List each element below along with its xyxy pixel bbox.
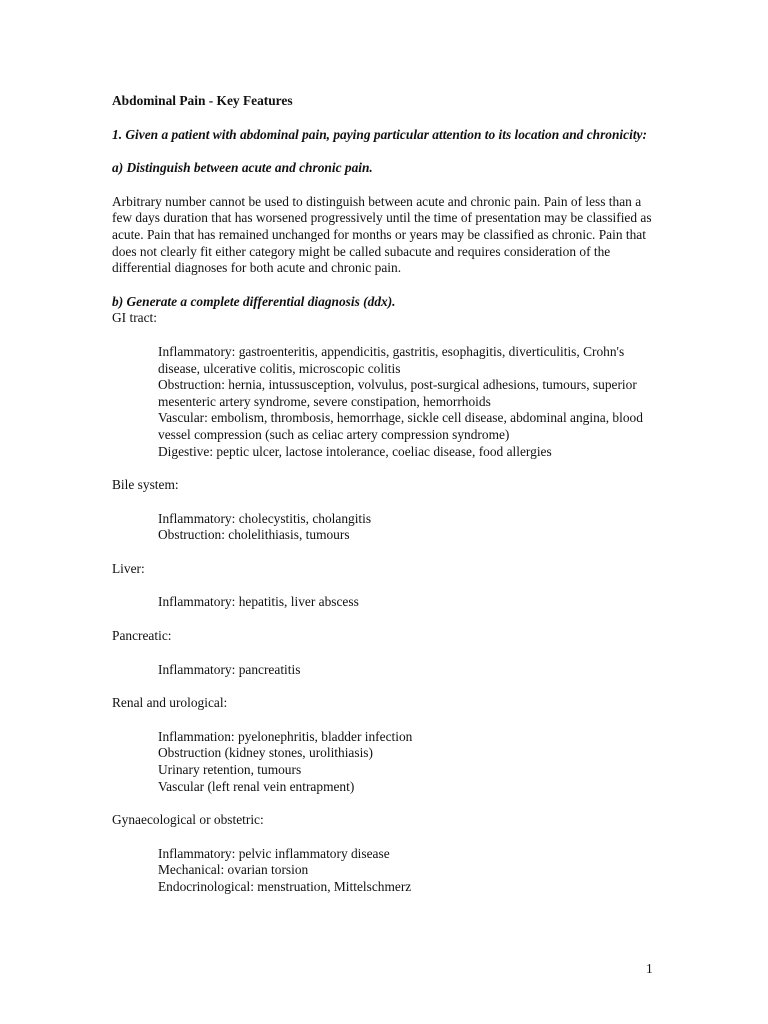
document-page	[112, 93, 660, 913]
list-item: Inflammatory: pancreatitis	[158, 661, 301, 677]
list-item: Obstruction (kidney stones, urolithiasis)	[158, 745, 373, 761]
list-item: Urinary retention, tumours	[158, 762, 302, 778]
section-list-gynaecological-obstetric	[112, 846, 660, 896]
list-item: Obstruction: cholelithiasis, tumours	[158, 527, 350, 543]
list-item: Digestive: peptic ulcer, lactose intolerance, coeliac disease, food allergies	[158, 443, 552, 459]
section-label-renal-urological: Renal and urological:	[112, 695, 228, 711]
section-list-liver	[112, 594, 660, 611]
part-a-paragraph: Arbitrary number cannot be used to distinguish between acute and chronic pain. Pain of less than a few days duration that has worsened progressively until the time of presentation may be classified as acute. Pain that has remained unchanged for months or years may be classified as chronic. Pain that does not clearly fit either category might be called subacute and requires consideration of the differential diagnoses for both acute and chronic pain.	[112, 193, 652, 276]
section-label-gi-tract: GI tract:	[112, 310, 157, 326]
list-item: Inflammatory: gastroenteritis, appendicitis, gastritis, esophagitis, diverticulitis, Crohn's disease, ulcerative colitis, microscopic colitis	[158, 343, 625, 376]
list-item: Endocrinological: menstruation, Mittelschmerz	[158, 879, 412, 894]
section-list-bile-system	[112, 511, 660, 544]
list-item: Inflammatory: cholecystitis, cholangitis	[158, 510, 372, 526]
section-label-liver: Liver:	[112, 560, 145, 576]
page-number: 1	[646, 961, 653, 976]
section-list-renal-urological	[112, 729, 660, 795]
document-title: Abdominal Pain - Key Features	[112, 93, 293, 108]
part-a-heading: a) Distinguish between acute and chronic pain.	[112, 160, 373, 176]
list-item: Inflammatory: hepatitis, liver abscess	[158, 594, 359, 610]
list-item: Inflammatory: pelvic inflammatory disease	[158, 845, 390, 861]
list-item: Mechanical: ovarian torsion	[158, 862, 309, 878]
section-list-gi-tract	[112, 344, 660, 460]
list-item: Obstruction: hernia, intussusception, volvulus, post-surgical adhesions, tumours, superior mesenteric artery syndrome, severe constipation, hemorrhoids	[158, 377, 637, 409]
section-label-bile-system: Bile system:	[112, 477, 179, 493]
section-list-pancreatic	[112, 662, 660, 679]
section-label-gynaecological-obstetric: Gynaecological or obstetric:	[112, 812, 264, 828]
list-item: Vascular: embolism, thrombosis, hemorrhage, sickle cell disease, abdominal angina, blood vessel compression (such as celiac artery compression syndrome)	[158, 410, 643, 442]
list-item: Inflammation: pyelonephritis, bladder infection	[158, 728, 413, 744]
part-b-heading: b) Generate a complete differential diagnosis (ddx).	[112, 293, 396, 309]
list-item: Vascular (left renal vein entrapment)	[158, 778, 355, 794]
question-heading: 1. Given a patient with abdominal pain, paying particular attention to its location and chronicity:	[112, 126, 647, 142]
section-label-pancreatic: Pancreatic:	[112, 628, 172, 644]
